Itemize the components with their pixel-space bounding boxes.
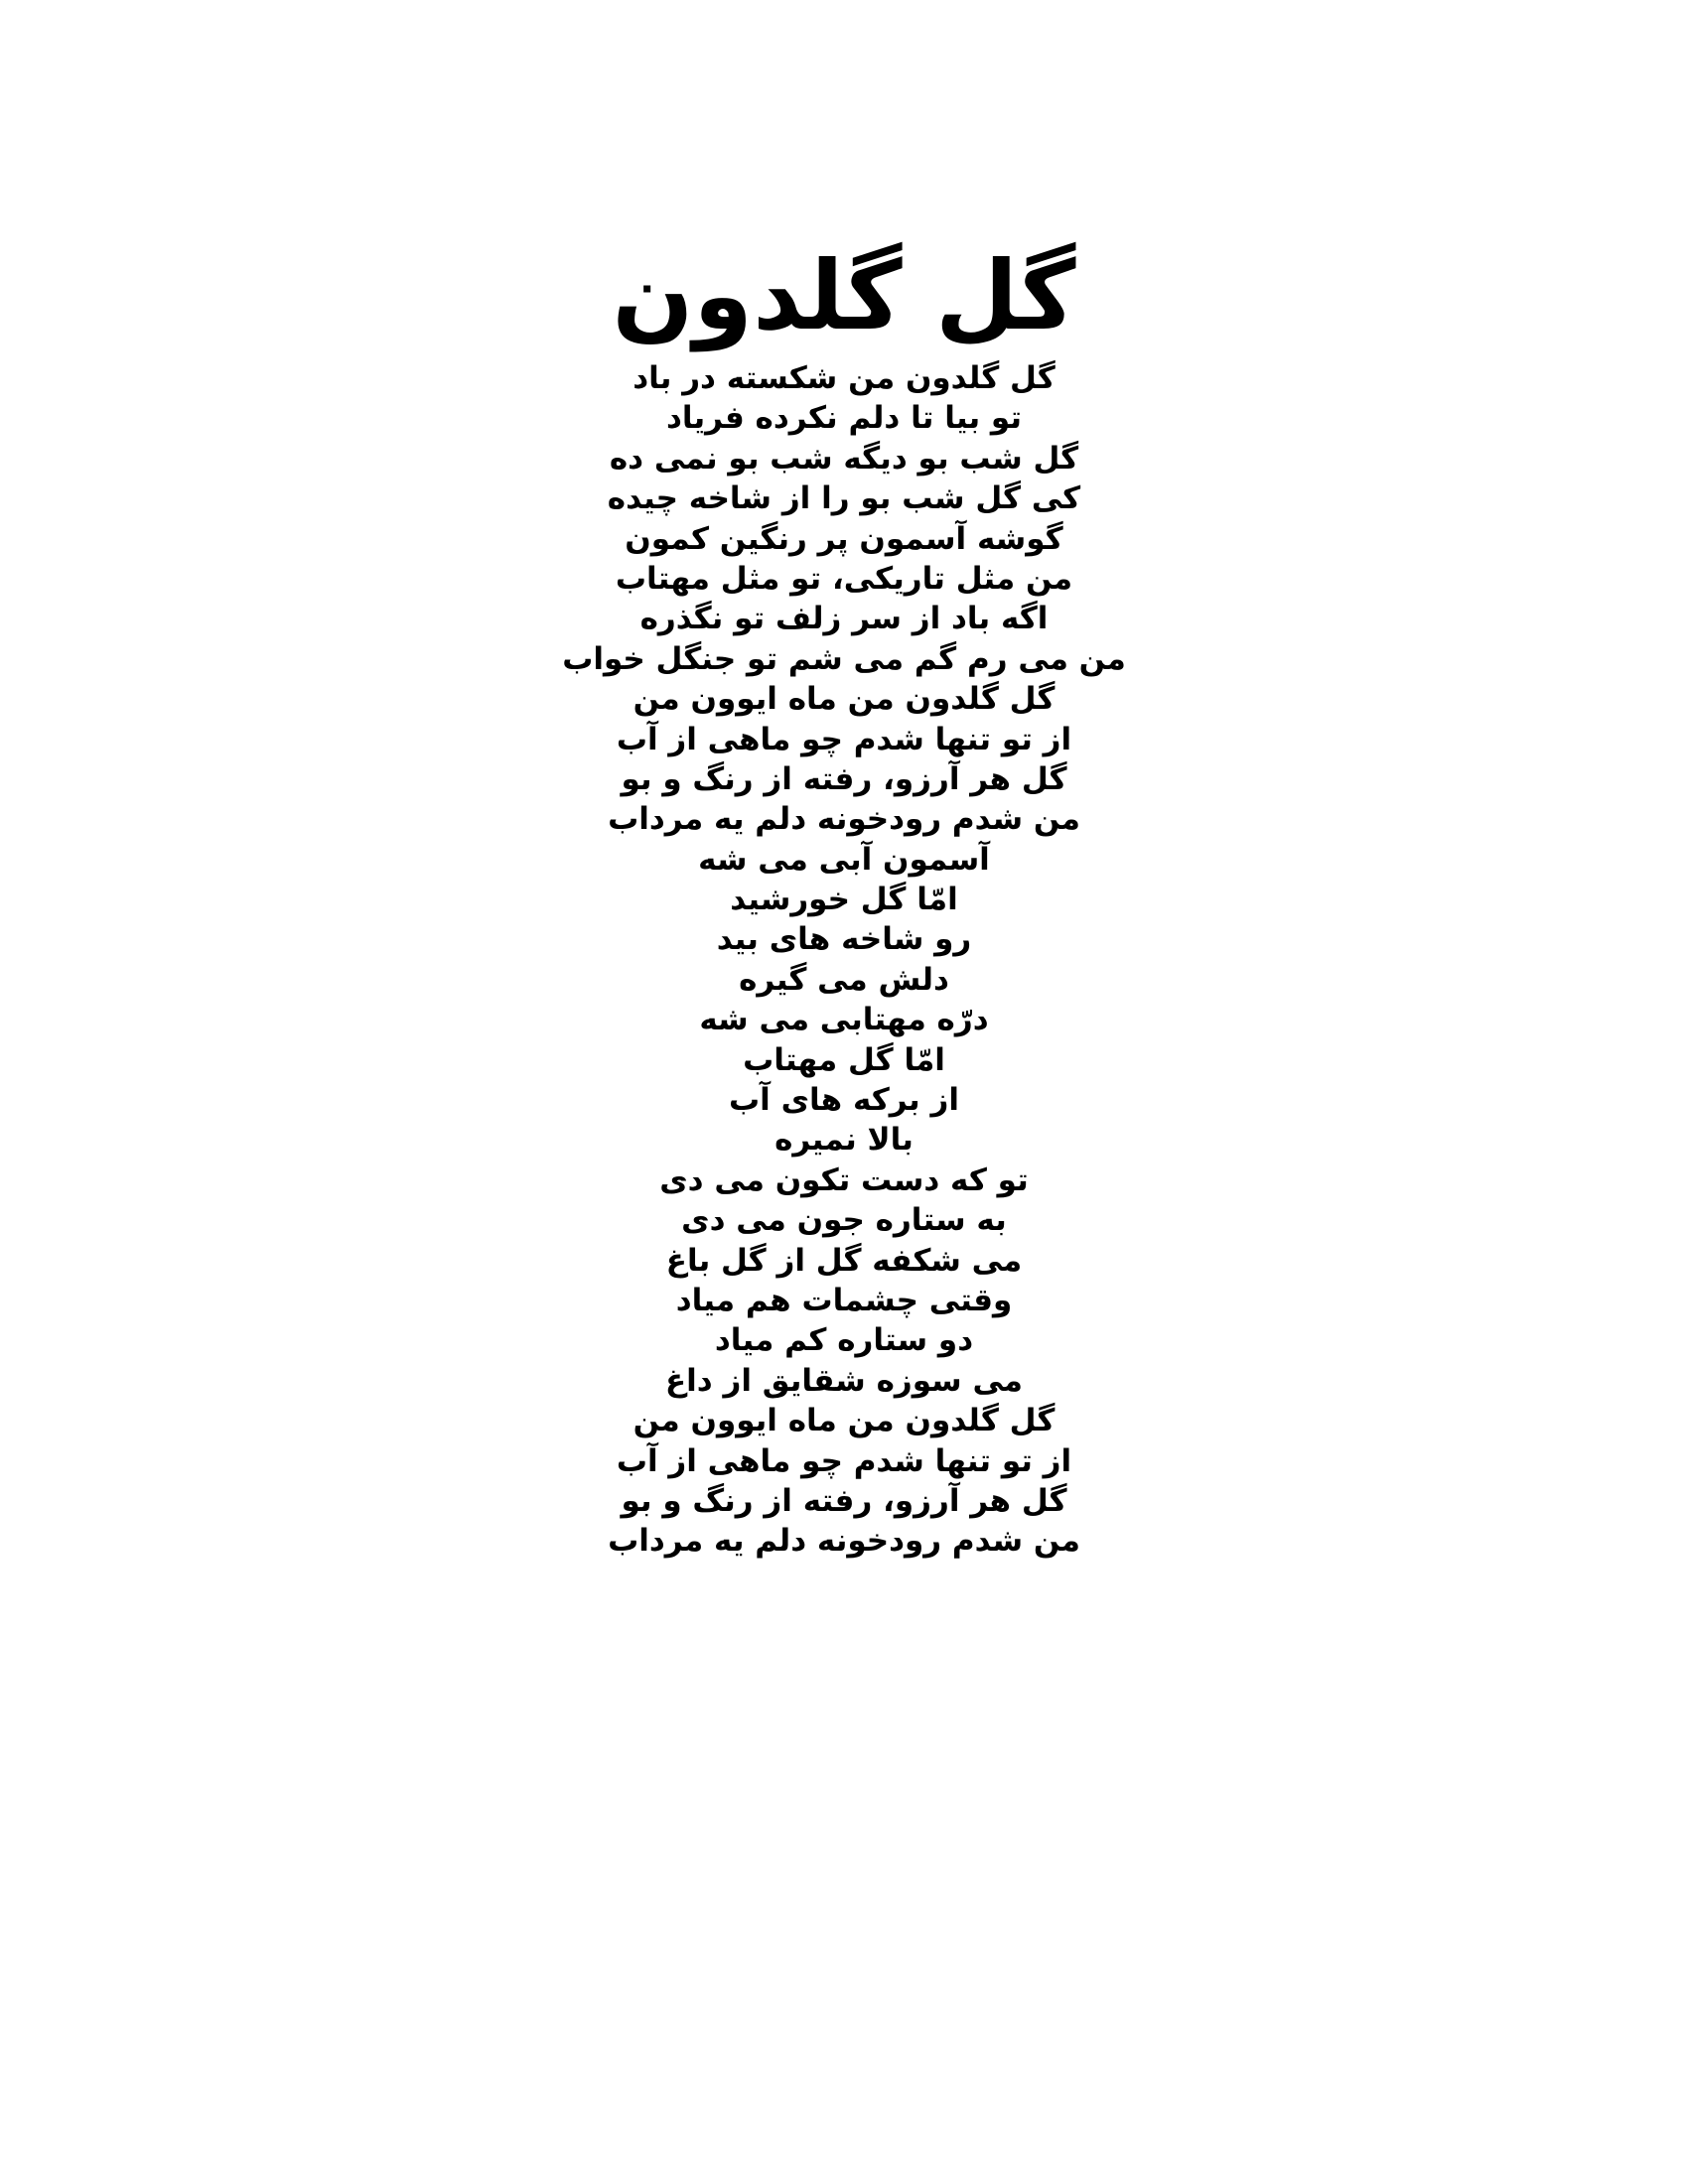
poem-line: تو بیا تا دلم نکرده فریاد — [665, 400, 1023, 437]
poem-title: گل گلدون — [612, 240, 1076, 351]
poem-line: گل گلدون من ماه ایوون من — [633, 1403, 1055, 1439]
poem-line: دلش می گیره — [739, 961, 949, 998]
poem-line: من می رم گم می شم تو جنگل خواب — [562, 640, 1126, 677]
poem-line: گل شب بو دیگه شب بو نمی ده — [609, 440, 1079, 477]
poem-line: دو ستاره کم میاد — [714, 1322, 974, 1359]
poem-line: از تو تنها شدم چو ماهی از آب — [616, 1442, 1072, 1479]
poem-line: من مثل تاریکی، تو مثل مهتاب — [615, 560, 1073, 597]
poem-line: آسمون آبی می شه — [698, 841, 990, 878]
poem-line: امّا گل مهتاب — [743, 1041, 945, 1078]
poem-line: امّا گل خورشید — [730, 882, 958, 918]
poem-line: بالا نمیره — [774, 1122, 914, 1159]
poem-line: می شکفه گل از گل باغ — [665, 1242, 1023, 1279]
poem-line: از برکه های آب — [729, 1082, 959, 1119]
poem-line: گل هر آرزو، رفته از رنگ و بو — [621, 1482, 1067, 1519]
poem-line: تو که دست تکون می دی — [659, 1161, 1029, 1198]
poem-line: وقتی چشمات هم میاد — [675, 1282, 1013, 1318]
poem-body — [0, 358, 1688, 1562]
poem-line: گل گلدون من ماه ایوون من — [633, 681, 1055, 718]
poem-line: گوشه آسمون پر رنگین کمون — [625, 520, 1063, 557]
poem-line: کی گل شب بو را از شاخه چیده — [607, 480, 1081, 517]
poem-line: از تو تنها شدم چو ماهی از آب — [616, 721, 1072, 757]
poem-line: من شدم رودخونه دلم یه مرداب — [608, 1523, 1080, 1560]
poem-line: درّه مهتابی می شه — [699, 1002, 989, 1038]
poem-line: گل هر آرزو، رفته از رنگ و بو — [621, 760, 1067, 797]
poem-line: اگه باد از سر زلف تو نگذره — [639, 601, 1049, 637]
poem-line: می سوزه شقایق از داغ — [665, 1362, 1023, 1399]
poem-line: رو شاخه های بید — [716, 921, 972, 958]
poem-line: گل گلدون من شکسته در باد — [633, 360, 1055, 396]
poem-line: به ستاره جون می دی — [681, 1202, 1007, 1239]
poem-line: من شدم رودخونه دلم یه مرداب — [608, 801, 1080, 838]
